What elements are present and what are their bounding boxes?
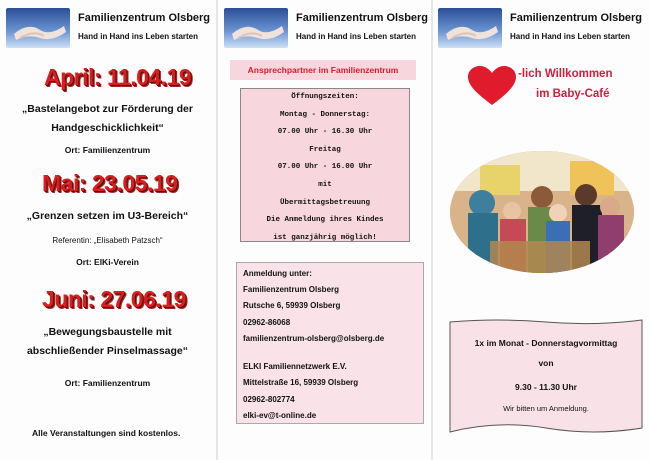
hours-line: Freitag — [309, 145, 341, 154]
info-time: 9.30 - 11.30 Uhr — [515, 382, 577, 392]
contact-line: 02962-86068 — [243, 318, 291, 327]
registration-box — [236, 262, 424, 424]
contact-line: Anmeldung unter: — [243, 269, 312, 278]
hours-line: Öffnungszeiten: — [291, 93, 359, 101]
panel-header — [438, 8, 646, 52]
event-title-juni-line1: „Bewegungsbaustelle mit — [43, 326, 172, 338]
baby-cafe-panel — [432, 0, 650, 460]
event-date-april: April: 11.04.19 — [44, 64, 192, 90]
event-location-mai: Ort: ElKi-Verein — [76, 257, 139, 267]
event-location-juni: Ort: Familienzentrum — [64, 378, 151, 388]
panel-header — [6, 8, 211, 52]
event-location-april: Ort: Familienzentrum — [64, 145, 151, 155]
info-note: Wir bitten um Anmeldung. — [503, 404, 589, 413]
group-photo — [450, 151, 634, 273]
org-name: Familienzentrum Olsberg — [296, 12, 429, 24]
org-tagline: Hand in Hand ins Leben starten — [296, 32, 417, 41]
event-title-april-line2: Handgeschicklichkeit“ — [51, 122, 164, 134]
contact-panel — [218, 0, 430, 460]
events-panel — [0, 0, 215, 460]
contact-line: Mittelstraße 16, 59939 Olsberg — [243, 378, 359, 387]
hours-line: 07.00 Uhr - 16.30 Uhr — [277, 128, 373, 137]
event-date-mai: Mai: 23.05.19 — [42, 170, 178, 196]
hours-line: 07.00 Uhr - 16.00 Uhr — [277, 163, 373, 172]
opening-hours-box — [240, 88, 410, 242]
contact-email-1: familienzentrum-olsberg@olsberg.de — [243, 334, 385, 343]
contact-heading: Ansprechpartner im Familienzentrum — [230, 60, 416, 80]
event-title-juni-line2: abschließender Pinselmassage“ — [26, 345, 189, 357]
event-referent-mai: Referentin: „Elisabeth Patzsch“ — [52, 236, 163, 245]
org-name: Familienzentrum Olsberg — [510, 12, 643, 24]
org-tagline: Hand in Hand ins Leben starten — [510, 32, 631, 41]
event-title-april-line1: „Bastelangebot zur Förderung der — [22, 103, 193, 115]
contact-line: ELKI Familiennetzwerk E.V. — [243, 362, 347, 371]
baby-cafe-info — [448, 318, 644, 436]
welcome-line2: im Baby-Café — [536, 88, 610, 100]
info-von: von — [538, 358, 554, 368]
free-note: Alle Veranstaltungen sind kostenlos. — [32, 428, 181, 438]
hours-line: Montag - Donnerstag: — [279, 110, 370, 119]
info-frequency: 1x im Monat - Donnerstagvormittag — [474, 338, 618, 348]
hands-logo — [438, 8, 502, 48]
contact-line: Familienzentrum Olsberg — [243, 285, 340, 294]
event-date-juni: Juni: 27.06.19 — [42, 286, 186, 312]
welcome-line1: -lich Willkommen — [518, 68, 613, 80]
hours-line: Die Anmeldung ihres Kindes — [266, 216, 384, 225]
contact-line: 02962-802774 — [243, 395, 295, 404]
org-tagline: Hand in Hand ins Leben starten — [78, 32, 199, 41]
heart-icon — [466, 65, 518, 107]
panel-header — [224, 8, 429, 52]
hours-line: ist ganzjährig möglich! — [273, 233, 377, 242]
contact-email-2: elki-ev@t-online.de — [243, 411, 317, 420]
hands-logo — [224, 8, 288, 48]
hours-line: Übermittagsbetreuung — [279, 198, 370, 207]
event-title-mai: „Grenzen setzen im U3-Bereich“ — [26, 210, 189, 222]
hours-line: mit — [318, 180, 332, 189]
hands-logo — [6, 8, 70, 48]
org-name: Familienzentrum Olsberg — [78, 12, 211, 24]
contact-line: Rutsche 6, 59939 Olsberg — [243, 301, 341, 310]
